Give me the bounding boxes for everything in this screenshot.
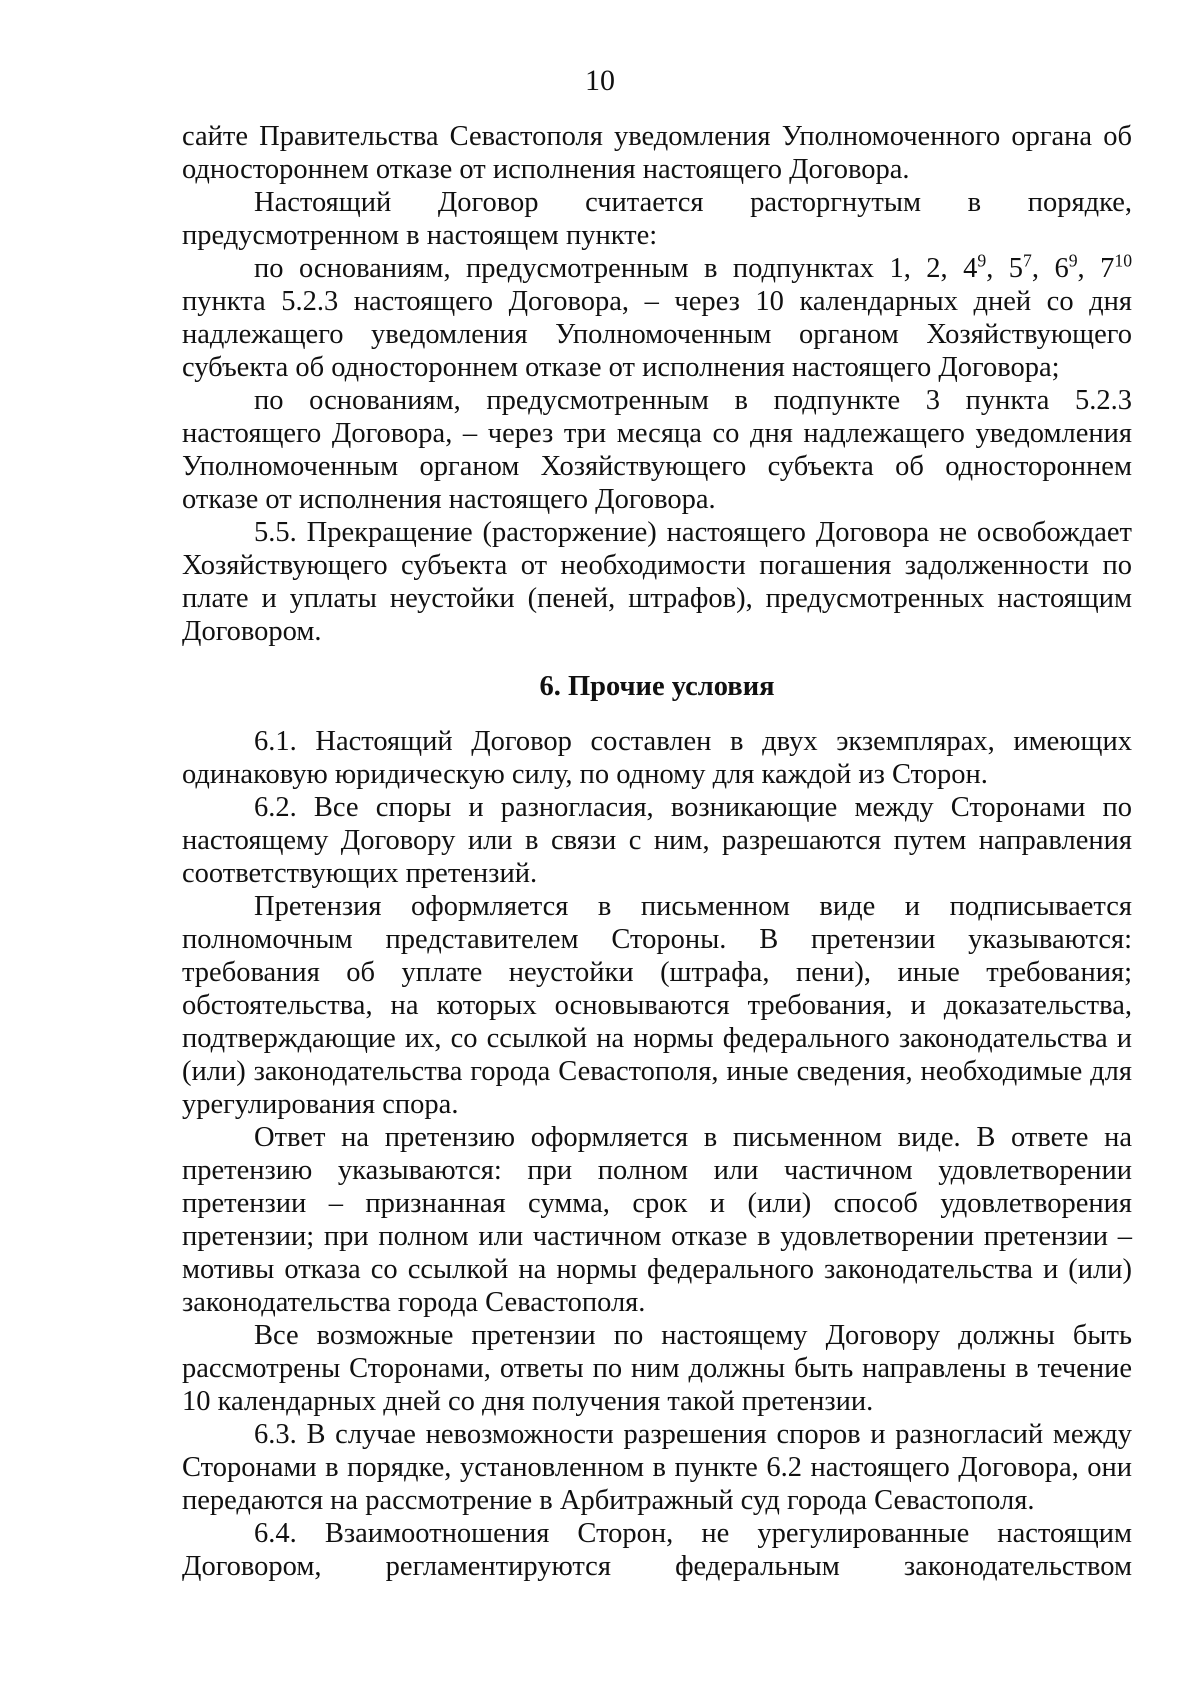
- paragraph-6-2: 6.2. Все споры и разногласия, возникающие между Сторонами по настоящему Договору или в связи с ним, разрешаются путем направления соответствующих претензий.: [182, 792, 1132, 889]
- paragraph-claim-deadline: Все возможные претензии по настоящему Договору должны быть рассмотрены Сторонами, ответы по ним должны быть направлены в течение 10 календарных дней со дня получения такой претензии.: [182, 1320, 1132, 1417]
- grounds-sep-3: , 7: [1077, 253, 1115, 284]
- paragraph-claim-form: Претензия оформляется в письменном виде и подписывается полномочным представителем Стороны. В претензии указываются: требования об уплате неустойки (штрафа, пени), иные требования; обстоятельства, на которых основываются требования, и доказательства, подтверждающие их, со ссылкой на нормы федерального законодательства и (или) законодательства города Севастополя, иные сведения, необходимые для урегулирования спора.: [182, 891, 1132, 1120]
- paragraph-claim-response: Ответ на претензию оформляется в письменном виде. В ответе на претензию указываются: при полном или частичном удовлетворении претензии – признанная сумма, срок и (или) способ удовлетворения претензии; при полном или частичном отказе в удовлетворении претензии – мотивы отказа со ссылкой на нормы федерального законодательства и (или) законодательства города Севастополя.: [182, 1122, 1132, 1318]
- section-heading-6: 6. Прочие условия: [539, 671, 775, 702]
- grounds-text-after: пункта 5.2.3 настоящего Договора, – через 10 календарных дней со дня надлежащего уведомления Уполномоченным органом Хозяйствующего субъекта об одностороннем отказе от исполнения настоящего Договора;: [182, 286, 1132, 383]
- paragraph-grounds-10-days: [182, 252, 1132, 384]
- paragraph-5-5: 5.5. Прекращение (расторжение) настоящего Договора не освобождает Хозяйствующего субъекта от необходимости погашения задолженности по плате и уплаты неустойки (пеней, штрафов), предусмотренных настоящим Договором.: [182, 517, 1132, 647]
- page-number: 10: [585, 64, 615, 97]
- paragraph-6-3: 6.3. В случае невозможности разрешения споров и разногласий между Сторонами в порядке, установленном в пункте 6.2 настоящего Договора, они передаются на рассмотрение в Арбитражный суд города Севастополя.: [182, 1419, 1132, 1516]
- paragraph-6-4: 6.4. Взаимоотношения Сторон, не урегулированные настоящим Договором, регламентируются федеральным законодательством: [182, 1518, 1132, 1582]
- footnote-ref-7: 7: [1023, 250, 1032, 271]
- footnote-ref-10: 10: [1114, 250, 1133, 271]
- grounds-sep-2: , 6: [1031, 253, 1069, 284]
- footnote-ref-9b: 9: [1068, 250, 1078, 271]
- paragraph-grounds-three-months: по основаниям, предусмотренным в подпункте 3 пункта 5.2.3 настоящего Договора, – через три месяца со дня надлежащего уведомления Уполномоченным органом Хозяйствующего субъекта об одностороннем отказе от исполнения настоящего Договора.: [182, 385, 1132, 515]
- grounds-text-before: по основаниям, предусмотренным в подпунктах 1, 2, 4: [254, 253, 978, 284]
- paragraph-termination-order: Настоящий Договор считается расторгнутым в порядке, предусмотренном в настоящем пункте:: [182, 187, 1132, 251]
- grounds-sep-1: , 5: [986, 253, 1024, 284]
- paragraph-site-notice: сайте Правительства Севастополя уведомления Уполномоченного органа об одностороннем отказе от исполнения настоящего Договора.: [182, 121, 1132, 185]
- document-body: [182, 120, 1132, 1583]
- paragraph-6-1: 6.1. Настоящий Договор составлен в двух экземплярах, имеющих одинаковую юридическую силу, по одному для каждой из Сторон.: [182, 726, 1132, 790]
- footnote-ref-9: 9: [977, 250, 987, 271]
